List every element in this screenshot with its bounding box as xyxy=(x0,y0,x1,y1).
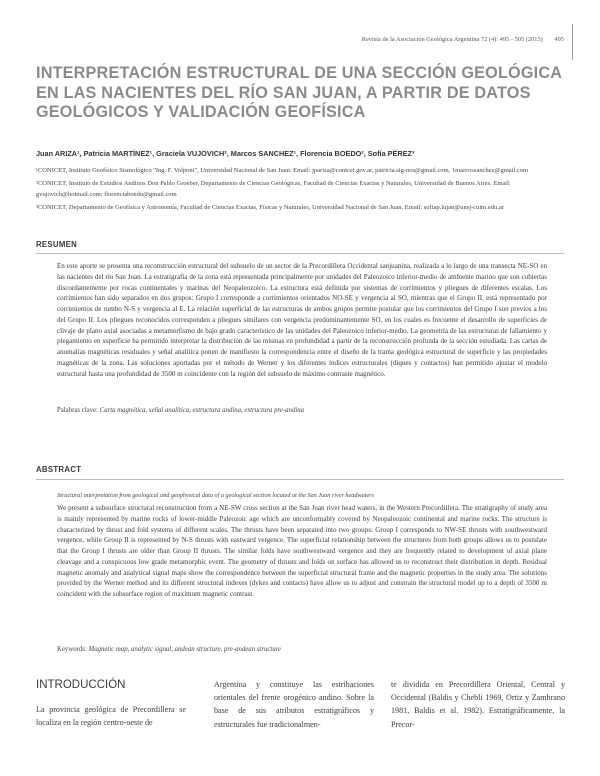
abstract-heading: ABSTRACT xyxy=(36,465,82,474)
introduccion-heading: INTRODUCCIÓN xyxy=(36,679,126,691)
intro-column-3: te dividida en Precordillera Oriental, Central y Occidental (Baldis y Chebli 1969, Ortiz y Zambrano 1981, Baldis et al. 1982). Estratigráficamente, la Precor- xyxy=(391,680,565,729)
keywords-label: Palabras clave: xyxy=(57,407,98,414)
abstract-rule xyxy=(36,479,564,480)
journal-citation: Revista de la Asociación Geológica Argentina 72 (4): 495 - 505 (2015) xyxy=(361,36,543,43)
abstract-text: We present a subsurface structural reconstruction from a NE-SW cross section at the San Juan river head waters, in the Western Precordillera. The stratigraphy of study area is mainly represented by marine rocks of lower-middle Paleozoic age which are unconformably covered by Neopaleozoic continental and marine rocks. The structure is characterized by thrust and fold systems of different scales. The thrusts have been separated into two groups: Group I corresponds to NW-SE thrusts with southwestward vergence, while Group II is represented by N-S thrusts with eastward vergence. The superficial relationship between the structures from both groups allows us to postulate that the Group I thrusts are older than Group II thrusts. The similar folds have southwestward vergence and they are frequently related to development of axial plane cleavage and a conspicuous low grade metamorphic event. The geometry of thrusts and folds on surface has allowed us to reconstruct their distribution in depth. Residual magnetic anomaly and analytical signal maps show the correspondence between the superficial structural frame and the magnetic properties in the study area. The solutions provided by the Werner method and its different structural indexes (dykes and contacts) have allow us to adjust and constrain the structural model up to a depth of 3500 m coincident with the subsurface region of maximum magnetic contrast. xyxy=(57,504,547,598)
resumen-heading: RESUMEN xyxy=(36,240,78,249)
keywords-label-en: Keywords: xyxy=(57,646,87,653)
keywords-values-en: Magnetic map, analytic signal, andean structure, pre-andean structure xyxy=(88,646,282,653)
resumen-keywords xyxy=(57,407,547,414)
article-title: INTERPRETACIÓN ESTRUCTURAL DE UNA SECCIÓN GEOLÓGICA EN LAS NACIENTES DEL RÍO SAN JUAN, A PARTIR DE DATOS GEOLÓGICOS Y VALIDACIÓN GEOFÍSICA xyxy=(36,64,562,121)
affiliations xyxy=(36,166,564,216)
header-divider xyxy=(572,24,573,60)
intro-column-2: Argentina y constituye las estribaciones orientales del frente orogénico andino. Sobre la base de sus atributos estratigráficos y estructurales fue tradicionalmen- xyxy=(214,680,374,729)
resumen-text: En este aporte se presenta una reconstrucción estructural del subsuelo de un sector de la Precordillera Occidental sanjuanina, realizada a lo largo de una transecta NE-SO en las nacientes del río San Juan. La estratigrafía de la zona está representada principalmente por unidades del Paleozoico inferior-medio de ambiente marino que son cubiertas discordantemente por rocas continentales y marinas del Neopaleozoico. La estructura está definida por sistemas de corrimientos y pliegues de diferentes escalas. Los corrimientos han sido separados en dos grupos: Grupo I corresponde a corrimientos orientados NO-SE y vergencia al SO, mientras que el Grupo II, está representado por corrimientos de rumbo N-S y vergencia al E. La relación superficial de las estructuras de ambos grupos permite postular que los corrimientos del Grupo I son previos a los del Grupo II. Los pliegues reconocidos corresponden a pliegues similares con vergencia predominantemente SO, en los cuales es frecuente el desarrollo de superficies de clivaje de plano axial asociadas a metamorfismo de bajo grado característico de las unidades del Paleozoico inferior-medio. La geometría de las estructuras de fallamiento y plegamiento en superficie ha permitido interpretar la distribución de las mismas en profundidad a partir de la reconstrucción profunda de la sección estudiada. Las cartas de anomalías magnéticas residuales y señal analítica ponen de manifiesto la correspondencia entre el diseño de la trama geológica estructural de superficie y las propiedades magnéticas de la zona. Las soluciones aportadas por el método de Werner y los diferentes índices estructurales (diques y contactos) han permitido ajustar el modelo estructural hasta una profundidad de 3500 m coincidente con la región del subsuelo de máximo contraste magnético. xyxy=(57,262,547,378)
affiliation-1: ¹CONICET, Instituto Geofísico Sismológico "Ing. F. Volponi", Universidad Nacional de San Juan. Email: jpariza@conicet.gov.ar, patricia.sig-nos@gmail.com, 1marcossanchez@gmail.com xyxy=(36,167,529,174)
intro-column-1: La provincia geológica de Precordillera se localiza en la región centro-oeste de xyxy=(36,705,186,728)
page-number: 495 xyxy=(554,36,564,43)
affiliation-3: ³CONICET, Departamento de Geofísica y Astronomía, Facultad de Ciencias Exactas, Físicas y Naturales, Universidad Nacional de San Juan. Email: sofiap.lujan@unsj-cuim.edu.ar xyxy=(36,203,504,211)
affiliation-2: ²CONICET, Instituto de Estudios Andinos Don Pablo Groeber, Departamento de Ciencias Geológicas, Facultad de Ciencias Exactas y Naturales, Universidad de Buenos Aires. Email: gvujovich@hotmail.com; florenciaboedo@gmail.com xyxy=(36,179,511,198)
author-list: Juan ARIZA¹, Patricia MARTÍNEZ¹, Graciela VUJOVICH², Marcos SANCHEZ¹, Florencia BOEDO², Sofía PÉREZ³ xyxy=(36,149,415,158)
abstract-subtitle: Structural interpretation from geological and geophysical data of a geological section located at the San Juan river headwaters xyxy=(57,492,374,499)
abstract-keywords xyxy=(57,646,547,653)
running-header xyxy=(300,36,564,43)
keywords-values: Carta magnética, señal analítica, estructura andina, estructura pre-andina xyxy=(99,407,305,414)
resumen-rule xyxy=(36,253,564,254)
